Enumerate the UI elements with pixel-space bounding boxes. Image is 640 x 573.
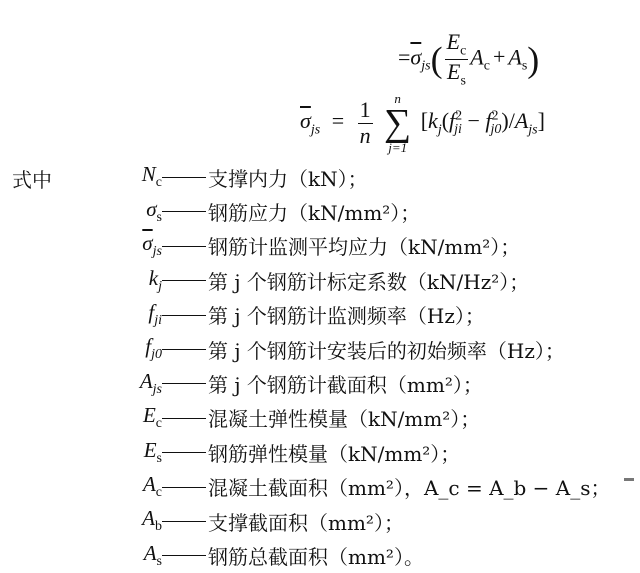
- definition-symbol: [74, 162, 162, 191]
- symbol-subscript: j0: [151, 347, 162, 363]
- em-dash: [162, 555, 206, 556]
- definition-row: [0, 504, 640, 538]
- sum-upper-limit: n: [394, 91, 401, 106]
- symbol-subscript: c: [155, 416, 162, 432]
- symbol-subscript: s: [156, 209, 162, 225]
- symbol-letter: A: [143, 540, 157, 565]
- area-concrete-subscript: c: [483, 58, 490, 74]
- definition-text: 第 j 个钢筋计监测频率（Hz）；: [208, 304, 485, 329]
- definition-row: [0, 470, 640, 504]
- fraction-numerator: E: [446, 29, 461, 54]
- plus-sign: +: [492, 44, 506, 70]
- definition-row: [0, 366, 640, 400]
- definition-text: 混凝土弹性模量（kN/mm²）；: [208, 407, 481, 432]
- equation-average-stress: [300, 92, 545, 154]
- area-steel-symbol: A: [508, 44, 522, 70]
- area-concrete-symbol: A: [470, 44, 484, 70]
- definition-text: 钢筋总截面积（mm²）。: [208, 544, 424, 569]
- em-dash: [162, 383, 206, 384]
- definition-row: [0, 298, 640, 332]
- definition-text: 钢筋弹性模量（kN/mm²）；: [208, 441, 461, 466]
- numerator-subscript: c: [460, 43, 467, 59]
- definition-row: [0, 538, 640, 572]
- fraction-one: 1: [359, 97, 371, 123]
- definition-row: [0, 401, 640, 435]
- avg-sigma-subscript: js: [310, 122, 321, 138]
- fraction-denominator: E: [447, 58, 461, 84]
- definition-text: 第 j 个钢筋计标定系数（kN/Hz²）；: [208, 269, 530, 294]
- symbol-subscript: s: [156, 553, 162, 569]
- definition-symbol: [74, 334, 162, 363]
- symbol-letter: $\overline{\sigma}$: [142, 231, 153, 256]
- symbol-subscript: c: [155, 175, 162, 191]
- area-steel-subscript: s: [521, 58, 528, 74]
- definition-symbol: [74, 369, 162, 398]
- definition-text: 第 j 个钢筋计截面积（mm²）；: [208, 372, 483, 397]
- sigma-subscript: js: [421, 58, 431, 74]
- definition-symbol: [74, 438, 162, 467]
- modulus-ratio-fraction: [445, 30, 469, 89]
- em-dash: [162, 177, 206, 178]
- symbol-letter: N: [141, 162, 156, 187]
- symbol-letter: σ: [146, 196, 157, 221]
- avg-sigma-symbol: $\overline{\sigma}$: [300, 108, 311, 134]
- definition-symbol: [74, 300, 162, 329]
- symbol-subscript: c: [155, 485, 162, 501]
- definition-row: [0, 435, 640, 469]
- em-dash: [162, 418, 206, 419]
- equation-stress-combined: [398, 30, 539, 89]
- em-dash: [162, 211, 206, 212]
- fraction-n: n: [359, 122, 371, 148]
- symbol-subscript: js: [152, 381, 162, 397]
- equals-sign-2: =: [331, 108, 345, 134]
- left-paren: (: [430, 39, 443, 80]
- right-paren: ): [527, 39, 540, 80]
- em-dash: [162, 280, 206, 281]
- sigma-sum-icon: ∑: [384, 102, 412, 144]
- definition-row: [0, 194, 640, 228]
- equals-sign: =: [398, 44, 411, 70]
- summation: [384, 92, 411, 154]
- em-dash: [162, 521, 206, 522]
- em-dash: [162, 246, 206, 247]
- symbol-subscript: s: [156, 450, 162, 466]
- symbol-letter: A: [142, 472, 156, 496]
- definition-row: [0, 229, 640, 263]
- definition-symbol: [74, 541, 162, 570]
- definition-text: 混凝土截面积（mm²），A_c = A_b − A_s；: [208, 476, 611, 501]
- one-over-n-fraction: [358, 98, 373, 147]
- sum-lower-limit: j=1: [388, 140, 408, 156]
- definition-symbol: [74, 197, 162, 226]
- definition-symbol: [74, 506, 162, 535]
- definition-symbol: [74, 266, 162, 295]
- symbol-letter: f: [145, 334, 152, 359]
- symbol-letter: E: [143, 437, 157, 462]
- denominator-subscript: s: [460, 73, 466, 89]
- symbol-subscript: j: [158, 278, 162, 294]
- definition-text: 支撑内力（kN）；: [208, 166, 368, 191]
- definition-row: [0, 263, 640, 297]
- symbol-subscript: b: [155, 519, 162, 535]
- definition-text: 支撑截面积（mm²）；: [208, 510, 404, 535]
- symbol-letter: f: [148, 300, 155, 324]
- definition-text: 第 j 个钢筋计安装后的初始频率（Hz）；: [208, 338, 565, 363]
- symbol-letter: A: [139, 368, 153, 393]
- symbol-subscript: js: [152, 244, 162, 260]
- em-dash: [162, 452, 206, 453]
- symbol-subscript: ji: [154, 313, 162, 329]
- definition-symbol: [74, 403, 162, 432]
- symbol-letter: k: [148, 265, 159, 290]
- em-dash: [162, 315, 206, 316]
- definition-symbol: [74, 472, 162, 501]
- definition-text: 钢筋应力（kN/mm²）；: [208, 200, 421, 225]
- definition-row: [0, 332, 640, 366]
- symbol-letter: E: [142, 403, 156, 428]
- symbol-letter: A: [142, 506, 155, 531]
- definitions-lead: 式中: [12, 168, 52, 192]
- edge-mark: [624, 478, 634, 481]
- em-dash: [162, 349, 206, 350]
- definition-text: 钢筋计监测平均应力（kN/mm²）；: [208, 235, 521, 260]
- sigma-bar-symbol: $\overline{\sigma}$: [410, 44, 422, 70]
- definition-row: [0, 160, 640, 194]
- sum-body: $[k_j(f^2_{ji} - f^2_{j0})/A_{js}]$: [420, 108, 545, 138]
- em-dash: [162, 487, 206, 488]
- definition-symbol: [74, 231, 162, 260]
